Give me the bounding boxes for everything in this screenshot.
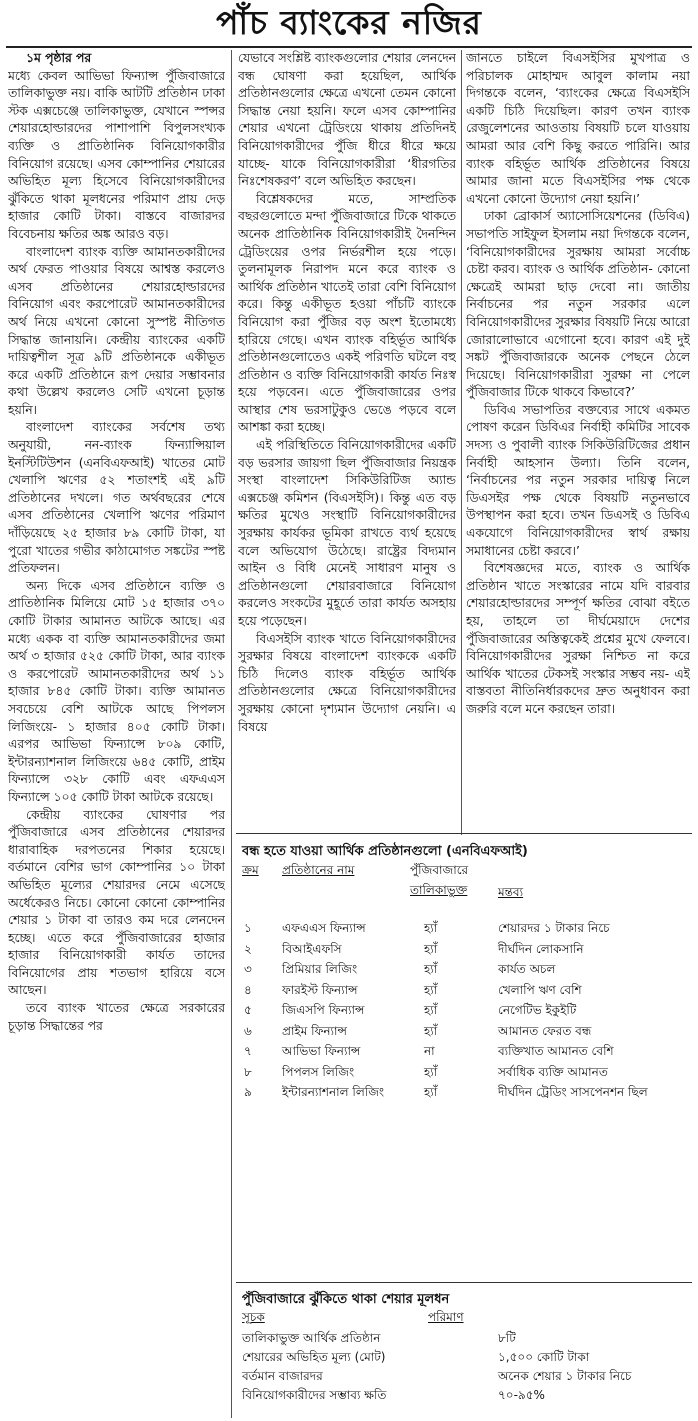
paragraph: কেন্দ্রীয় ব্যাংকের ঘোষণার পর পুঁজিবাজারে এসব প্রতিষ্ঠানের শেয়ারদর ধারাবাহিক দরপতনের শিকার হয়েছে। বর্তমানে বেশির ভাগ কোম্পানির ১০ টাকা অভিহিত মূল্যের শেয়ারদর নেমে এসেছে অর্ধেকেরও নিচে। কোনো কোনো কোম্পানির শেয়ার ১ টাকা বা তারও কম দরে লেনদেন হচ্ছে। এতে করে পুঁজিবাজারের হাজার হাজার বিনিয়োগকারী কার্যত তাদের বিনিয়োগের প্রায় শতভাগ হারিয়ে বসে আছেন। xyxy=(8,807,225,998)
article-column-1 xyxy=(8,50,225,1418)
cell-indicator: তালিকাভুক্ত আর্থিক প্রতিষ্ঠান xyxy=(242,1331,381,1345)
cell-listed: হ্যাঁ xyxy=(424,1003,438,1017)
cell-amount: ৭০-৯৫% xyxy=(498,1388,545,1402)
table-divider-rule xyxy=(236,1282,692,1283)
paragraph: অন্য দিকে এসব প্রতিষ্ঠানে ব্যক্তি ও প্রাতিষ্ঠানিক মিলিয়ে মোট ১৫ হাজার ৩৭০ কোটি টাকার আমানত আটকে আছে। এর মধ্যে একক বা ব্যক্তি আমানতকারীদের জমা অর্থ ৩ হাজার ৫২৫ কোটি টাকা, আর ব্যাংক ও করপোরেট আমানতকারীদের অর্থ ১১ হাজার ৮৪৫ কোটি টাকা। ব্যক্তি আমানত সবচেয়ে বেশি আটকে আছে পিপলস লিজিংয়ে- ১ হাজার ৪০৫ কোটি টাকা। এরপর আভিভা ফিন্যান্সে ৮০৯ কোটি, ইন্টারন্যাশনাল লিজিংয়ে ৬৪৫ কোটি, প্রাইম ফিন্যান্সে ৩২৮ কোটি এবং এফএএস ফিন্যান্সে ১০৫ কোটি টাকা আটকে রয়েছে। xyxy=(8,578,225,804)
cell-indicator: শেয়ারের অভিহিত মূল্য (মোট) xyxy=(242,1350,386,1364)
table-row xyxy=(242,982,690,1003)
cell-serial: ২ xyxy=(244,941,252,956)
article-column-3 xyxy=(466,50,690,830)
table1-title: বন্ধ হতে যাওয়া আর্থিক প্রতিষ্ঠানগুলো (এনবিএফআই) xyxy=(242,844,528,859)
cell-serial: ৩ xyxy=(244,962,252,976)
cell-serial: ৪ xyxy=(244,982,252,997)
table-row xyxy=(242,1368,690,1387)
cell-remark: সর্বাধিক ব্যক্তি আমানত xyxy=(498,1064,608,1079)
paragraph: জানতে চাইলে বিএসইসির মুখপাত্র ও পরিচালক মোহাম্মদ আবুল কালাম নয়া দিগন্তকে বলেন, ‘ব্যাংকের ক্ষেত্রে বিএসইসি একটি চিঠি দিয়েছিল। কারণ তখন ব্যাংক রেজুলেশনের আওতায় বিষয়টি চলে যাওয়ায় আমরা আর বেশি কিছু করতে পারিনি। আর ব্যাংক বহির্ভূত আর্থিক প্রতিষ্ঠানের বিষয়ে আমার জানা মতে বিএসইসির পক্ষ থেকে এখনো কোনো উদ্যোগ নেয়া হয়নি।’ xyxy=(466,51,690,206)
paragraph: বাংলাদেশ ব্যাংকের সর্বশেষ তথ্য অনুযায়ী, নন-ব্যাংক ফিন্যান্সিয়াল ইনস্টিটিউশন (এনবিএফআই) খাতের মোট খেলাপি ঋণের ৫২ শতাংশই এই ৯টি প্রতিষ্ঠানের দখলে। গত অর্থবছরের শেষে এসব প্রতিষ্ঠানের খেলাপি ঋণের পরিমাণ দাঁড়িয়েছে ২৫ হাজার ৮৯ কোটি টাকা, যা পুরো খাতের গভীর কাঠামোগত সঙ্কটের স্পষ্ট প্রতিফলন। xyxy=(8,420,225,576)
cell-name: বিআইএফসি xyxy=(282,941,342,956)
table-row xyxy=(242,920,690,941)
cell-remark: আমানত ফেরত বন্ধ xyxy=(498,1023,592,1038)
header-amount: পরিমাণ xyxy=(428,1310,464,1324)
column-divider xyxy=(231,50,232,1418)
cell-listed: হ্যাঁ xyxy=(424,982,438,997)
column-divider xyxy=(461,50,462,835)
header-remark: মন্তব্য xyxy=(498,885,524,899)
cell-indicator: বিনিয়োগকারীদের সম্ভাব্য ক্ষতি xyxy=(242,1388,387,1402)
table-row xyxy=(242,1349,690,1368)
cell-amount: অনেক শেয়ার ১ টাকার নিচে xyxy=(498,1369,632,1383)
table-row xyxy=(242,1043,690,1064)
paragraph: মধ্যে কেবল আভিভা ফিন্যান্স পুঁজিবাজারে তালিকাভুক্ত নয়। বাকি আটটি প্রতিষ্ঠান ঢাকা স্টক এক্সচেঞ্জে তালিকাভুক্ত, যেখানে স্পন্সর শেয়ারহোল্ডারদের পাশাপাশি বিপুলসংখ্যক ব্যক্তি ও প্রাতিষ্ঠানিক বিনিয়োগকারীর বিনিয়োগ রয়েছে। এসব কোম্পানির শেয়ারের অভিহিত মূল্য হিসেবে বিনিয়োগকারীদের ঝুঁকিতে থাকা মূলধনের পরিমাণ প্রায় দেড় হাজার কোটি টাকা। বাস্তবে বাজারদর বিবেচনায় ক্ষতির অঙ্ক আরও বড়। xyxy=(8,68,225,241)
paragraph: বিশেষজ্ঞদের মতে, ব্যাংক ও আর্থিক প্রতিষ্ঠান খাতে সংস্কারের নামে যদি বারবার শেয়ারহোল্ডারদের সম্পূর্ণ ক্ষতির বোঝা বইতে হয়, তাহলে তা দীর্ঘমেয়াদে দেশের পুঁজিবাজারের অস্তিত্বকেই প্রশ্নের মুখে ফেলবে। বিনিয়োগকারীদের সুরক্ষা নিশ্চিত না করে আর্থিক খাতের টেকসই সংস্কার সম্ভব নয়- এই বাস্তবতা নীতিনির্ধারকদের দ্রুত অনুধাবন করা জরুরি বলে মনে করছেন তারা। xyxy=(466,561,690,716)
table-row xyxy=(242,1002,690,1023)
table1-body xyxy=(242,920,690,1105)
paragraph: বিএসইসি ব্যাংক খাতে বিনিয়োগকারীদের সুরক্ষার বিষয়ে বাংলাদেশ ব্যাংককে একটি চিঠি দিলেও ব্যাংক বহির্ভূত আর্থিক প্রতিষ্ঠানগুলোর ক্ষেত্রে বিনিয়োগকারীদের সুরক্ষায় কোনো দৃশ্যমান উদ্যোগ নেয়নি। এ বিষয়ে xyxy=(238,631,456,734)
table-row xyxy=(242,1330,690,1349)
paragraph: ডিবিএ সভাপতির বক্তব্যের সাথে একমত পোষণ করেন ডিবিএর নির্বাহী কমিটির সাবেক সদস্য ও পুবালী ব্যাংক সিকিউরিটিজের প্রধান নির্বাহী আহসান উল্যা। তিনি বলেন, ‘নির্বাচনের পর নতুন সরকার দায়িত্ব নিলে ডিএসইর পক্ষ থেকে বিষয়টি নতুনভাবে উপস্থাপন করা হবে। তখন ডিএসই ও ডিবিএ একযোগে বিনিয়োগকারীদের স্বার্থ রক্ষায় সমাধানের চেষ্টা করবে।’ xyxy=(466,402,690,558)
cell-listed: হ্যাঁ xyxy=(424,1064,438,1079)
cell-remark: নেগেটিভ ইকুইটি xyxy=(498,1003,577,1017)
cell-listed: হ্যাঁ xyxy=(424,941,438,956)
paragraph: তবে ব্যাংক খাতের ক্ষেত্রে সরকারের চূড়ান্ত সিদ্ধান্তের পর xyxy=(8,1001,225,1033)
table-row xyxy=(242,1387,690,1406)
table-row xyxy=(242,1084,690,1105)
paragraph: ঢাকা ব্রোকার্স অ্যাসোসিয়েশনের (ডিবিএ) সভাপতি সাইফুল ইসলাম নয়া দিগন্তকে বলেন, ‘বিনিয়োগকারীদের সুরক্ষায় আমরা সর্বোচ্চ চেষ্টা করব। ব্যাংক ও আর্থিক প্রতিষ্ঠান- কোনো ক্ষেত্রেই আমরা ছাড় দেবো না। জাতীয় নির্বাচনের পর নতুন সরকার এলে বিনিয়োগকারীদের সুরক্ষার বিষয়টি নিয়ে আরো জোরালোভাবে এগোনো হবে। কারণ এই দুই সঙ্কট পুঁজিবাজারকে অনেক পেছনে ঠেলে দিয়েছে। বিনিয়োগকারীরা সুরক্ষা না পেলে পুঁজিবাজার টিকে থাকবে কিভাবে?’ xyxy=(466,209,690,400)
cell-serial: ৯ xyxy=(244,1085,252,1099)
cell-name: পিপলস লিজিং xyxy=(282,1064,355,1079)
paragraph: বাংলাদেশ ব্যাংক ব্যক্তি আমানতকারীদের অর্থ ফেরত পাওয়ার বিষয়ে আশ্বস্ত করলেও এসব প্রতিষ্ঠানের শেয়ারহোল্ডারদের বিনিয়োগ এবং করপোরেট আমানতকারীদের অর্থ নিয়ে এখনো কোনো সুস্পষ্ট নীতিগত সিদ্ধান্ত জানায়নি। কেন্দ্রীয় ব্যাংকের একটি দায়িত্বশীল সূত্র ৯টি প্রতিষ্ঠানকে একীভূত করে একটি প্রতিষ্ঠানে রূপ দেয়ার সম্ভাবনার কথা উল্লেখ করলেও সেটি এখনো চূড়ান্ত হয়নি। xyxy=(8,244,225,417)
headline: পাঁচ ব্যাংকের নজির xyxy=(216,3,482,42)
cell-name: ফারইস্ট ফিন্যান্স xyxy=(282,982,358,997)
cell-remark: কার্যত অচল xyxy=(498,962,556,976)
cell-serial: ৬ xyxy=(244,1023,252,1038)
table-row xyxy=(242,941,690,962)
cell-serial: ১ xyxy=(244,921,252,935)
cell-remark: শেয়ারদর ১ টাকার নিচে xyxy=(498,921,610,935)
cell-amount: ৮টি xyxy=(498,1331,516,1345)
cell-name: প্রিমিয়ার লিজিং xyxy=(282,962,358,976)
header-indicator: সূচক xyxy=(242,1310,265,1324)
table-row xyxy=(242,1023,690,1044)
cell-name: জিএসপি ফিন্যান্স xyxy=(282,1003,365,1017)
cell-serial: ৭ xyxy=(244,1044,252,1058)
table-row xyxy=(242,961,690,982)
cell-name: আভিভা ফিন্যান্স xyxy=(282,1044,361,1058)
cell-indicator: বর্তমান বাজারদর xyxy=(242,1369,323,1383)
table-top-rule xyxy=(236,833,692,834)
header-name: প্রতিষ্ঠানের নাম xyxy=(282,863,355,877)
cell-listed: না xyxy=(424,1044,435,1058)
cell-serial: ৫ xyxy=(244,1003,252,1017)
table2-title: পুঁজিবাজারে ঝুঁকিতে থাকা শেয়ার মূলধন xyxy=(242,1292,450,1307)
paragraph: বিশ্লেষকদের মতে, সাম্প্রতিক বছরগুলোতে মন্দা পুঁজিবাজারে টিকে থাকতে অনেক প্রাতিষ্ঠানিক বিনিয়োগকারীই দৈনন্দিন ট্রেডিংয়ের ওপর নির্ভরশীল হয়ে পড়ে। তুলনামূলক নিরাপদ মনে করে ব্যাংক ও আর্থিক প্রতিষ্ঠান খাতেই তারা বেশি বিনিয়োগ করে। কিন্তু একীভূত হওয়া পাঁচটি ব্যাংকে বিনিয়োগ করা পুঁজির বড় অংশ ইতোমধ্যে হারিয়ে গেছে। এখন ব্যাংক বহির্ভূত আর্থিক প্রতিষ্ঠানগুলোতেও একই পরিণতি ঘটলে বহু প্রতিষ্ঠান ও ব্যক্তি বিনিয়োগকারী কার্যত নিঃস্ব হয়ে পড়বেন। এতে পুঁজিবাজারের ওপর আস্থার শেষ ভরসাটুকুও ভেঙে পড়বে বলে আশঙ্কা করা হচ্ছে। xyxy=(238,191,456,435)
header-serial: ক্রম xyxy=(242,863,259,877)
cell-listed: হ্যাঁ xyxy=(424,921,438,935)
cell-listed: হ্যাঁ xyxy=(424,1023,438,1038)
header-listed-top: পুঁজিবাজারে xyxy=(410,863,469,877)
jump-label: ১ম পৃষ্ঠার পর xyxy=(26,51,92,65)
cell-remark: খেলাপি ঋণ বেশি xyxy=(498,982,582,997)
cell-name: প্রাইম ফিন্যান্স xyxy=(282,1023,347,1038)
cell-name: ইন্টারন্যাশনাল লিজিং xyxy=(282,1085,385,1099)
article-column-2 xyxy=(238,50,456,830)
cell-remark: দীর্ঘদিন লোকসানি xyxy=(498,941,584,956)
cell-listed: হ্যাঁ xyxy=(424,1085,438,1099)
cell-serial: ৮ xyxy=(244,1064,252,1079)
cell-amount: ১,৫০০ কোটি টাকা xyxy=(498,1350,590,1364)
cell-listed: হ্যাঁ xyxy=(424,962,438,976)
paragraph: এই পরিস্থিতিতে বিনিয়োগকারীদের একটি বড় ভরসার জায়গা ছিল পুঁজিবাজার নিয়ন্ত্রক সংস্থা বাংলাদেশ সিকিউরিটিজ অ্যান্ড এক্সচেঞ্জ কমিশন (বিএসইসি)। কিন্তু এত বড় ক্ষতির মুখেও সংস্থাটি বিনিয়োগকারীদের সুরক্ষায় কার্যকর ভূমিকা রাখতে ব্যর্থ হয়েছে বলে অভিযোগ উঠেছে। রাষ্ট্রের বিদ্যমান আইন ও বিধি মেনেই সাধারণ মানুষ ও প্রতিষ্ঠানগুলো শেয়ারবাজারে বিনিয়োগ করলেও সংকটের মুহূর্তে তারা কার্যত অসহায় হয়ে পড়েছেন। xyxy=(238,438,456,628)
table-row xyxy=(242,1064,690,1085)
cell-name: এফএএস ফিন্যান্স xyxy=(282,921,366,935)
cell-remark: ব্যক্তিখাত আমানত বেশি xyxy=(498,1044,614,1058)
table2-body xyxy=(242,1330,690,1406)
header-listed-bottom: তালিকাভুক্ত xyxy=(410,883,468,897)
headline-rule xyxy=(6,46,692,48)
cell-remark: দীর্ঘদিন ট্রেডিং সাসপেনশন ছিল xyxy=(498,1085,648,1099)
paragraph: যেভাবে সংশ্লিষ্ট ব্যাংকগুলোর শেয়ার লেনদেন বন্ধ ঘোষণা করা হয়েছিল, আর্থিক প্রতিষ্ঠানগুলোর ক্ষেত্রে এখনো তেমন কোনো সিদ্ধান্ত নেয়া হয়নি। ফলে এসব কোম্পানির শেয়ার এখনো ট্রেডিংয়ে থাকায় প্রতিদিনই বিনিয়োগকারীদের পুঁজি ধীরে ধীরে ক্ষয়ে যাচ্ছে- যাকে বিনিয়োগকারীরা ‘ধীরগতির নিঃশেষকরণ’ বলে অভিহিত করছেন। xyxy=(238,51,456,189)
